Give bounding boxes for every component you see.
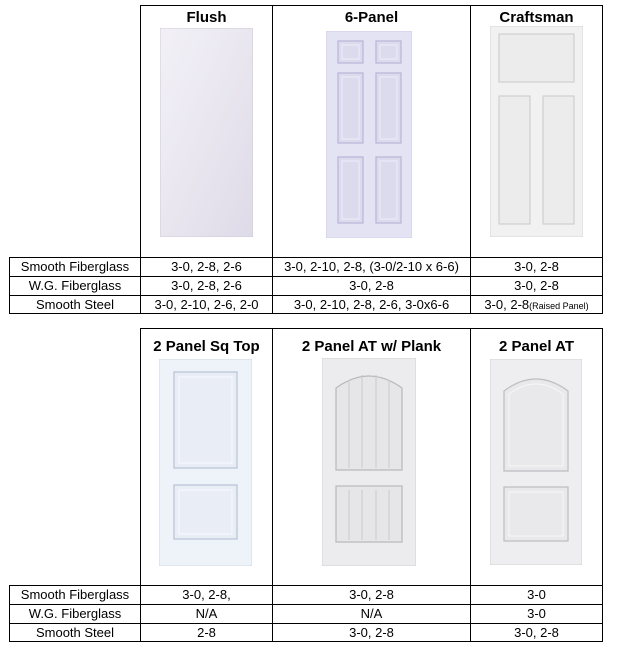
raised-panel-note: (Raised Panel) xyxy=(529,301,589,311)
craftsman-wg-fiberglass: 3-0, 2-8 xyxy=(514,278,559,293)
arch-top-wg-fiberglass: 3-0 xyxy=(527,606,546,621)
row-label-smooth-fiberglass: Smooth Fiberglass xyxy=(20,587,130,602)
plank-smooth-steel: 3-0, 2-8 xyxy=(349,625,394,640)
flush-wg-fiberglass: 3-0, 2-8, 2-6 xyxy=(171,278,242,293)
craftsman-smooth-fiberglass: 3-0, 2-8 xyxy=(514,259,559,274)
craftsman-door xyxy=(490,26,583,237)
header-2-panel-at-plank: 2 Panel AT w/ Plank xyxy=(301,338,442,355)
row-label-wg-fiberglass: W.G. Fiberglass xyxy=(28,606,122,621)
header-2-panel-at: 2 Panel AT xyxy=(498,338,575,355)
sq-top-smooth-fiberglass: 3-0, 2-8, xyxy=(182,587,231,602)
row-label-smooth-fiberglass: Smooth Fiberglass xyxy=(20,259,130,274)
flush-door xyxy=(160,28,253,237)
plank-smooth-fiberglass: 3-0, 2-8 xyxy=(349,587,394,602)
flush-smooth-fiberglass: 3-0, 2-8, 2-6 xyxy=(171,259,242,274)
plank-wg-fiberglass: N/A xyxy=(360,606,383,621)
craftsman-smooth-steel xyxy=(471,297,602,312)
header-6-panel: 6-Panel xyxy=(344,9,399,26)
six-panel-wg-fiberglass: 3-0, 2-8 xyxy=(349,278,394,293)
arch-top-smooth-fiberglass: 3-0 xyxy=(527,587,546,602)
row-label-smooth-steel: Smooth Steel xyxy=(35,625,115,640)
arch-top-smooth-steel: 3-0, 2-8 xyxy=(514,625,559,640)
two-panel-arch-top-door xyxy=(490,359,582,565)
two-panel-arch-top-plank-door xyxy=(322,358,416,566)
header-2-panel-sq-top: 2 Panel Sq Top xyxy=(153,338,260,355)
header-craftsman: Craftsman xyxy=(499,9,574,26)
sq-top-smooth-steel: 2-8 xyxy=(197,625,216,640)
header-flush: Flush xyxy=(186,9,227,26)
flush-smooth-steel: 3-0, 2-10, 2-6, 2-0 xyxy=(154,297,259,312)
six-panel-smooth-fiberglass: 3-0, 2-10, 2-8, (3-0/2-10 x 6-6) xyxy=(284,259,459,274)
craftsman-smooth-steel-sizes: 3-0, 2-8 xyxy=(484,297,530,312)
row-label-wg-fiberglass: W.G. Fiberglass xyxy=(28,278,122,293)
six-panel-smooth-steel: 3-0, 2-10, 2-8, 2-6, 3-0x6-6 xyxy=(293,297,450,312)
row-label-smooth-steel: Smooth Steel xyxy=(35,297,115,312)
two-panel-square-top-door xyxy=(159,359,252,566)
six-panel-door xyxy=(326,31,412,238)
sq-top-wg-fiberglass: N/A xyxy=(195,606,218,621)
